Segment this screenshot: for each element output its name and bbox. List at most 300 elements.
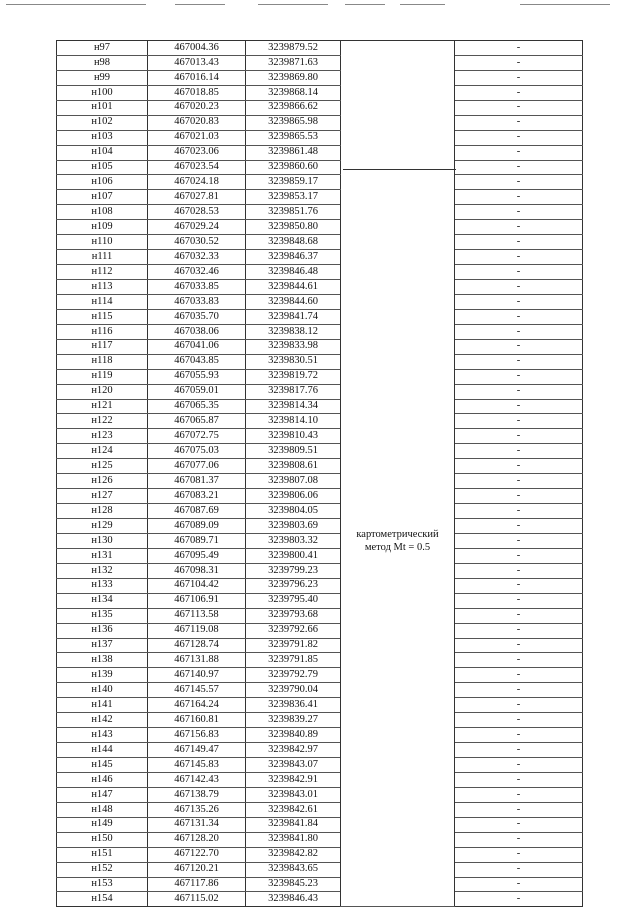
point-cell: н101 — [57, 100, 148, 115]
y-coordinate-cell: 3239860.60 — [246, 160, 341, 175]
y-coordinate-cell: 3239838.12 — [246, 324, 341, 339]
note-cell: - — [455, 847, 583, 862]
point-cell: н147 — [57, 787, 148, 802]
x-coordinate-cell: 467024.18 — [148, 175, 246, 190]
point-cell: н151 — [57, 847, 148, 862]
point-cell: н152 — [57, 862, 148, 877]
y-coordinate-cell: 3239793.68 — [246, 608, 341, 623]
x-coordinate-cell: 467055.93 — [148, 369, 246, 384]
method-cell-empty — [341, 160, 455, 175]
note-cell: - — [455, 130, 583, 145]
table-row — [57, 309, 583, 324]
table-row — [57, 683, 583, 698]
method-cell-empty — [341, 145, 455, 160]
y-coordinate-cell: 3239839.27 — [246, 713, 341, 728]
x-coordinate-cell: 467160.81 — [148, 713, 246, 728]
y-coordinate-cell: 3239865.53 — [246, 130, 341, 145]
note-cell: - — [455, 623, 583, 638]
point-cell: н129 — [57, 519, 148, 534]
point-cell: н109 — [57, 220, 148, 235]
table-row — [57, 250, 583, 265]
x-coordinate-cell: 467140.97 — [148, 668, 246, 683]
point-cell: н103 — [57, 130, 148, 145]
note-cell: - — [455, 294, 583, 309]
note-cell: - — [455, 877, 583, 892]
y-coordinate-cell: 3239799.23 — [246, 563, 341, 578]
x-coordinate-cell: 467095.49 — [148, 548, 246, 563]
table-row — [57, 265, 583, 280]
y-coordinate-cell: 3239842.82 — [246, 847, 341, 862]
x-coordinate-cell: 467117.86 — [148, 877, 246, 892]
y-coordinate-cell: 3239809.51 — [246, 444, 341, 459]
point-cell: н113 — [57, 280, 148, 295]
point-cell: н143 — [57, 728, 148, 743]
point-cell: н105 — [57, 160, 148, 175]
table-row — [57, 145, 583, 160]
point-cell: н138 — [57, 653, 148, 668]
x-coordinate-cell: 467135.26 — [148, 802, 246, 817]
table-row — [57, 787, 583, 802]
point-cell: н139 — [57, 668, 148, 683]
table-row — [57, 55, 583, 70]
point-cell: н108 — [57, 205, 148, 220]
x-coordinate-cell: 467164.24 — [148, 698, 246, 713]
note-cell: - — [455, 85, 583, 100]
x-coordinate-cell: 467029.24 — [148, 220, 246, 235]
note-cell: - — [455, 743, 583, 758]
table-row — [57, 832, 583, 847]
table-row — [57, 578, 583, 593]
note-cell: - — [455, 265, 583, 280]
note-cell: - — [455, 339, 583, 354]
point-cell: н112 — [57, 265, 148, 280]
y-coordinate-cell: 3239844.61 — [246, 280, 341, 295]
note-cell: - — [455, 205, 583, 220]
point-cell: н142 — [57, 713, 148, 728]
point-cell: н115 — [57, 309, 148, 324]
table-row — [57, 713, 583, 728]
x-coordinate-cell: 467035.70 — [148, 309, 246, 324]
note-cell: - — [455, 100, 583, 115]
y-coordinate-cell: 3239842.91 — [246, 772, 341, 787]
x-coordinate-cell: 467104.42 — [148, 578, 246, 593]
table-row — [57, 743, 583, 758]
y-coordinate-cell: 3239844.60 — [246, 294, 341, 309]
x-coordinate-cell: 467106.91 — [148, 593, 246, 608]
x-coordinate-cell: 467083.21 — [148, 489, 246, 504]
x-coordinate-cell: 467138.79 — [148, 787, 246, 802]
y-coordinate-cell: 3239866.62 — [246, 100, 341, 115]
x-coordinate-cell: 467013.43 — [148, 55, 246, 70]
point-cell: н116 — [57, 324, 148, 339]
x-coordinate-cell: 467032.33 — [148, 250, 246, 265]
x-coordinate-cell: 467041.06 — [148, 339, 246, 354]
table-row — [57, 758, 583, 773]
table-row — [57, 802, 583, 817]
table-row — [57, 489, 583, 504]
note-cell: - — [455, 668, 583, 683]
note-cell: - — [455, 369, 583, 384]
table-row — [57, 698, 583, 713]
y-coordinate-cell: 3239853.17 — [246, 190, 341, 205]
y-coordinate-cell: 3239800.41 — [246, 548, 341, 563]
method-cell-top-divider — [343, 169, 456, 170]
table-row — [57, 772, 583, 787]
coordinates-table-body — [57, 41, 583, 907]
table-row — [57, 324, 583, 339]
method-cell-empty — [341, 130, 455, 145]
note-cell: - — [455, 608, 583, 623]
x-coordinate-cell: 467120.21 — [148, 862, 246, 877]
x-coordinate-cell: 467128.20 — [148, 832, 246, 847]
table-row — [57, 623, 583, 638]
note-cell: - — [455, 250, 583, 265]
note-cell: - — [455, 115, 583, 130]
point-cell: н141 — [57, 698, 148, 713]
note-cell: - — [455, 832, 583, 847]
y-coordinate-cell: 3239803.32 — [246, 533, 341, 548]
point-cell: н125 — [57, 459, 148, 474]
point-cell: н126 — [57, 474, 148, 489]
y-coordinate-cell: 3239846.43 — [246, 892, 341, 907]
table-row — [57, 399, 583, 414]
point-cell: н124 — [57, 444, 148, 459]
note-cell: - — [455, 220, 583, 235]
y-coordinate-cell: 3239879.52 — [246, 41, 341, 56]
x-coordinate-cell: 467032.46 — [148, 265, 246, 280]
y-coordinate-cell: 3239814.10 — [246, 414, 341, 429]
note-cell: - — [455, 324, 583, 339]
note-cell: - — [455, 817, 583, 832]
table-row — [57, 220, 583, 235]
note-cell: - — [455, 55, 583, 70]
note-cell: - — [455, 713, 583, 728]
point-cell: н123 — [57, 429, 148, 444]
x-coordinate-cell: 467089.71 — [148, 533, 246, 548]
y-coordinate-cell: 3239806.06 — [246, 489, 341, 504]
y-coordinate-cell: 3239851.76 — [246, 205, 341, 220]
y-coordinate-cell: 3239792.66 — [246, 623, 341, 638]
table-row — [57, 205, 583, 220]
note-cell: - — [455, 787, 583, 802]
note-cell: - — [455, 519, 583, 534]
y-coordinate-cell: 3239843.01 — [246, 787, 341, 802]
y-coordinate-cell: 3239842.97 — [246, 743, 341, 758]
table-row — [57, 115, 583, 130]
table-row — [57, 444, 583, 459]
point-cell: н104 — [57, 145, 148, 160]
table-row — [57, 653, 583, 668]
method-cell-empty — [341, 55, 455, 70]
x-coordinate-cell: 467023.06 — [148, 145, 246, 160]
x-coordinate-cell: 467113.58 — [148, 608, 246, 623]
y-coordinate-cell: 3239810.43 — [246, 429, 341, 444]
method-cell-empty — [341, 85, 455, 100]
point-cell: н148 — [57, 802, 148, 817]
y-coordinate-cell: 3239845.23 — [246, 877, 341, 892]
point-cell: н107 — [57, 190, 148, 205]
note-cell: - — [455, 444, 583, 459]
x-coordinate-cell: 467131.34 — [148, 817, 246, 832]
note-cell: - — [455, 548, 583, 563]
y-coordinate-cell: 3239808.61 — [246, 459, 341, 474]
method-text: картометрический метод Mt = 0.5 — [356, 528, 439, 553]
y-coordinate-cell: 3239804.05 — [246, 504, 341, 519]
point-cell: н102 — [57, 115, 148, 130]
table-row — [57, 339, 583, 354]
point-cell: н154 — [57, 892, 148, 907]
note-cell: - — [455, 280, 583, 295]
x-coordinate-cell: 467018.85 — [148, 85, 246, 100]
y-coordinate-cell: 3239868.14 — [246, 85, 341, 100]
point-cell: н117 — [57, 339, 148, 354]
y-coordinate-cell: 3239814.34 — [246, 399, 341, 414]
point-cell: н145 — [57, 758, 148, 773]
x-coordinate-cell: 467145.83 — [148, 758, 246, 773]
point-cell: н111 — [57, 250, 148, 265]
x-coordinate-cell: 467075.03 — [148, 444, 246, 459]
point-cell: н99 — [57, 70, 148, 85]
y-coordinate-cell: 3239861.48 — [246, 145, 341, 160]
note-cell: - — [455, 728, 583, 743]
table-row — [57, 474, 583, 489]
y-coordinate-cell: 3239841.74 — [246, 309, 341, 324]
table-row — [57, 384, 583, 399]
note-cell: - — [455, 862, 583, 877]
y-coordinate-cell: 3239819.72 — [246, 369, 341, 384]
note-cell: - — [455, 698, 583, 713]
point-cell: н122 — [57, 414, 148, 429]
x-coordinate-cell: 467087.69 — [148, 504, 246, 519]
y-coordinate-cell: 3239859.17 — [246, 175, 341, 190]
x-coordinate-cell: 467156.83 — [148, 728, 246, 743]
y-coordinate-cell: 3239865.98 — [246, 115, 341, 130]
x-coordinate-cell: 467028.53 — [148, 205, 246, 220]
x-coordinate-cell: 467077.06 — [148, 459, 246, 474]
point-cell: н133 — [57, 578, 148, 593]
point-cell: н100 — [57, 85, 148, 100]
table-row — [57, 728, 583, 743]
x-coordinate-cell: 467065.35 — [148, 399, 246, 414]
coordinates-table — [56, 40, 583, 907]
y-coordinate-cell: 3239843.65 — [246, 862, 341, 877]
x-coordinate-cell: 467131.88 — [148, 653, 246, 668]
note-cell: - — [455, 384, 583, 399]
note-cell: - — [455, 145, 583, 160]
point-cell: н140 — [57, 683, 148, 698]
table-row — [57, 175, 583, 190]
table-row — [57, 459, 583, 474]
x-coordinate-cell: 467020.83 — [148, 115, 246, 130]
x-coordinate-cell: 467038.06 — [148, 324, 246, 339]
point-cell: н110 — [57, 235, 148, 250]
point-cell: н135 — [57, 608, 148, 623]
note-cell: - — [455, 533, 583, 548]
y-coordinate-cell: 3239791.85 — [246, 653, 341, 668]
y-coordinate-cell: 3239846.48 — [246, 265, 341, 280]
note-cell: - — [455, 563, 583, 578]
x-coordinate-cell: 467020.23 — [148, 100, 246, 115]
method-cell-empty — [341, 115, 455, 130]
table-row — [57, 294, 583, 309]
table-row — [57, 280, 583, 295]
note-cell: - — [455, 41, 583, 56]
x-coordinate-cell: 467089.09 — [148, 519, 246, 534]
point-cell: н153 — [57, 877, 148, 892]
x-coordinate-cell: 467033.85 — [148, 280, 246, 295]
point-cell: н130 — [57, 533, 148, 548]
y-coordinate-cell: 3239836.41 — [246, 698, 341, 713]
table-row — [57, 85, 583, 100]
y-coordinate-cell: 3239791.82 — [246, 638, 341, 653]
y-coordinate-cell: 3239850.80 — [246, 220, 341, 235]
point-cell: н97 — [57, 41, 148, 56]
table-row — [57, 638, 583, 653]
y-coordinate-cell: 3239807.08 — [246, 474, 341, 489]
note-cell: - — [455, 429, 583, 444]
point-cell: н149 — [57, 817, 148, 832]
x-coordinate-cell: 467059.01 — [148, 384, 246, 399]
table-row — [57, 563, 583, 578]
table-row — [57, 41, 583, 56]
note-cell: - — [455, 758, 583, 773]
point-cell: н137 — [57, 638, 148, 653]
y-coordinate-cell: 3239841.84 — [246, 817, 341, 832]
table-row — [57, 354, 583, 369]
point-cell: н98 — [57, 55, 148, 70]
note-cell: - — [455, 175, 583, 190]
point-cell: н114 — [57, 294, 148, 309]
x-coordinate-cell: 467004.36 — [148, 41, 246, 56]
point-cell: н131 — [57, 548, 148, 563]
x-coordinate-cell: 467021.03 — [148, 130, 246, 145]
table-row — [57, 608, 583, 623]
note-cell: - — [455, 474, 583, 489]
table-row — [57, 533, 583, 548]
x-coordinate-cell: 467098.31 — [148, 563, 246, 578]
note-cell: - — [455, 70, 583, 85]
table-row — [57, 100, 583, 115]
point-cell: н134 — [57, 593, 148, 608]
x-coordinate-cell: 467119.08 — [148, 623, 246, 638]
table-row — [57, 70, 583, 85]
note-cell: - — [455, 772, 583, 787]
x-coordinate-cell: 467081.37 — [148, 474, 246, 489]
point-cell: н127 — [57, 489, 148, 504]
table-row — [57, 548, 583, 563]
table-row — [57, 817, 583, 832]
table-row — [57, 847, 583, 862]
y-coordinate-cell: 3239795.40 — [246, 593, 341, 608]
note-cell: - — [455, 354, 583, 369]
note-cell: - — [455, 190, 583, 205]
table-row — [57, 519, 583, 534]
method-cell-empty — [341, 70, 455, 85]
y-coordinate-cell: 3239817.76 — [246, 384, 341, 399]
point-cell: н132 — [57, 563, 148, 578]
note-cell: - — [455, 235, 583, 250]
table-row — [57, 414, 583, 429]
scan-noise-top — [0, 4, 640, 8]
x-coordinate-cell: 467030.52 — [148, 235, 246, 250]
table-row — [57, 504, 583, 519]
y-coordinate-cell: 3239840.89 — [246, 728, 341, 743]
y-coordinate-cell: 3239833.98 — [246, 339, 341, 354]
point-cell: н146 — [57, 772, 148, 787]
y-coordinate-cell: 3239790.04 — [246, 683, 341, 698]
table-row — [57, 862, 583, 877]
point-cell: н128 — [57, 504, 148, 519]
x-coordinate-cell: 467016.14 — [148, 70, 246, 85]
y-coordinate-cell: 3239842.61 — [246, 802, 341, 817]
y-coordinate-cell: 3239846.37 — [246, 250, 341, 265]
point-cell: н121 — [57, 399, 148, 414]
method-cell-empty — [341, 100, 455, 115]
note-cell: - — [455, 802, 583, 817]
point-cell: н119 — [57, 369, 148, 384]
note-cell: - — [455, 399, 583, 414]
note-cell: - — [455, 489, 583, 504]
x-coordinate-cell: 467145.57 — [148, 683, 246, 698]
note-cell: - — [455, 593, 583, 608]
x-coordinate-cell: 467072.75 — [148, 429, 246, 444]
note-cell: - — [455, 504, 583, 519]
x-coordinate-cell: 467065.87 — [148, 414, 246, 429]
note-cell: - — [455, 638, 583, 653]
point-cell: н118 — [57, 354, 148, 369]
y-coordinate-cell: 3239796.23 — [246, 578, 341, 593]
table-row — [57, 668, 583, 683]
point-cell: н150 — [57, 832, 148, 847]
x-coordinate-cell: 467043.85 — [148, 354, 246, 369]
y-coordinate-cell: 3239869.80 — [246, 70, 341, 85]
table-row — [57, 160, 583, 175]
y-coordinate-cell: 3239792.79 — [246, 668, 341, 683]
method-cell-empty — [341, 41, 455, 56]
point-cell: н136 — [57, 623, 148, 638]
note-cell: - — [455, 683, 583, 698]
y-coordinate-cell: 3239830.51 — [246, 354, 341, 369]
x-coordinate-cell: 467128.74 — [148, 638, 246, 653]
y-coordinate-cell: 3239843.07 — [246, 758, 341, 773]
note-cell: - — [455, 160, 583, 175]
table-row — [57, 235, 583, 250]
y-coordinate-cell: 3239841.80 — [246, 832, 341, 847]
x-coordinate-cell: 467115.02 — [148, 892, 246, 907]
x-coordinate-cell: 467027.81 — [148, 190, 246, 205]
table-row — [57, 877, 583, 892]
x-coordinate-cell: 467033.83 — [148, 294, 246, 309]
method-cell — [341, 175, 455, 907]
y-coordinate-cell: 3239871.63 — [246, 55, 341, 70]
y-coordinate-cell: 3239848.68 — [246, 235, 341, 250]
note-cell: - — [455, 414, 583, 429]
x-coordinate-cell: 467149.47 — [148, 743, 246, 758]
point-cell: н120 — [57, 384, 148, 399]
note-cell: - — [455, 578, 583, 593]
x-coordinate-cell: 467122.70 — [148, 847, 246, 862]
table-row — [57, 593, 583, 608]
table-row — [57, 429, 583, 444]
table-row — [57, 190, 583, 205]
note-cell: - — [455, 309, 583, 324]
point-cell: н106 — [57, 175, 148, 190]
point-cell: н144 — [57, 743, 148, 758]
table-row — [57, 130, 583, 145]
note-cell: - — [455, 459, 583, 474]
x-coordinate-cell: 467142.43 — [148, 772, 246, 787]
x-coordinate-cell: 467023.54 — [148, 160, 246, 175]
